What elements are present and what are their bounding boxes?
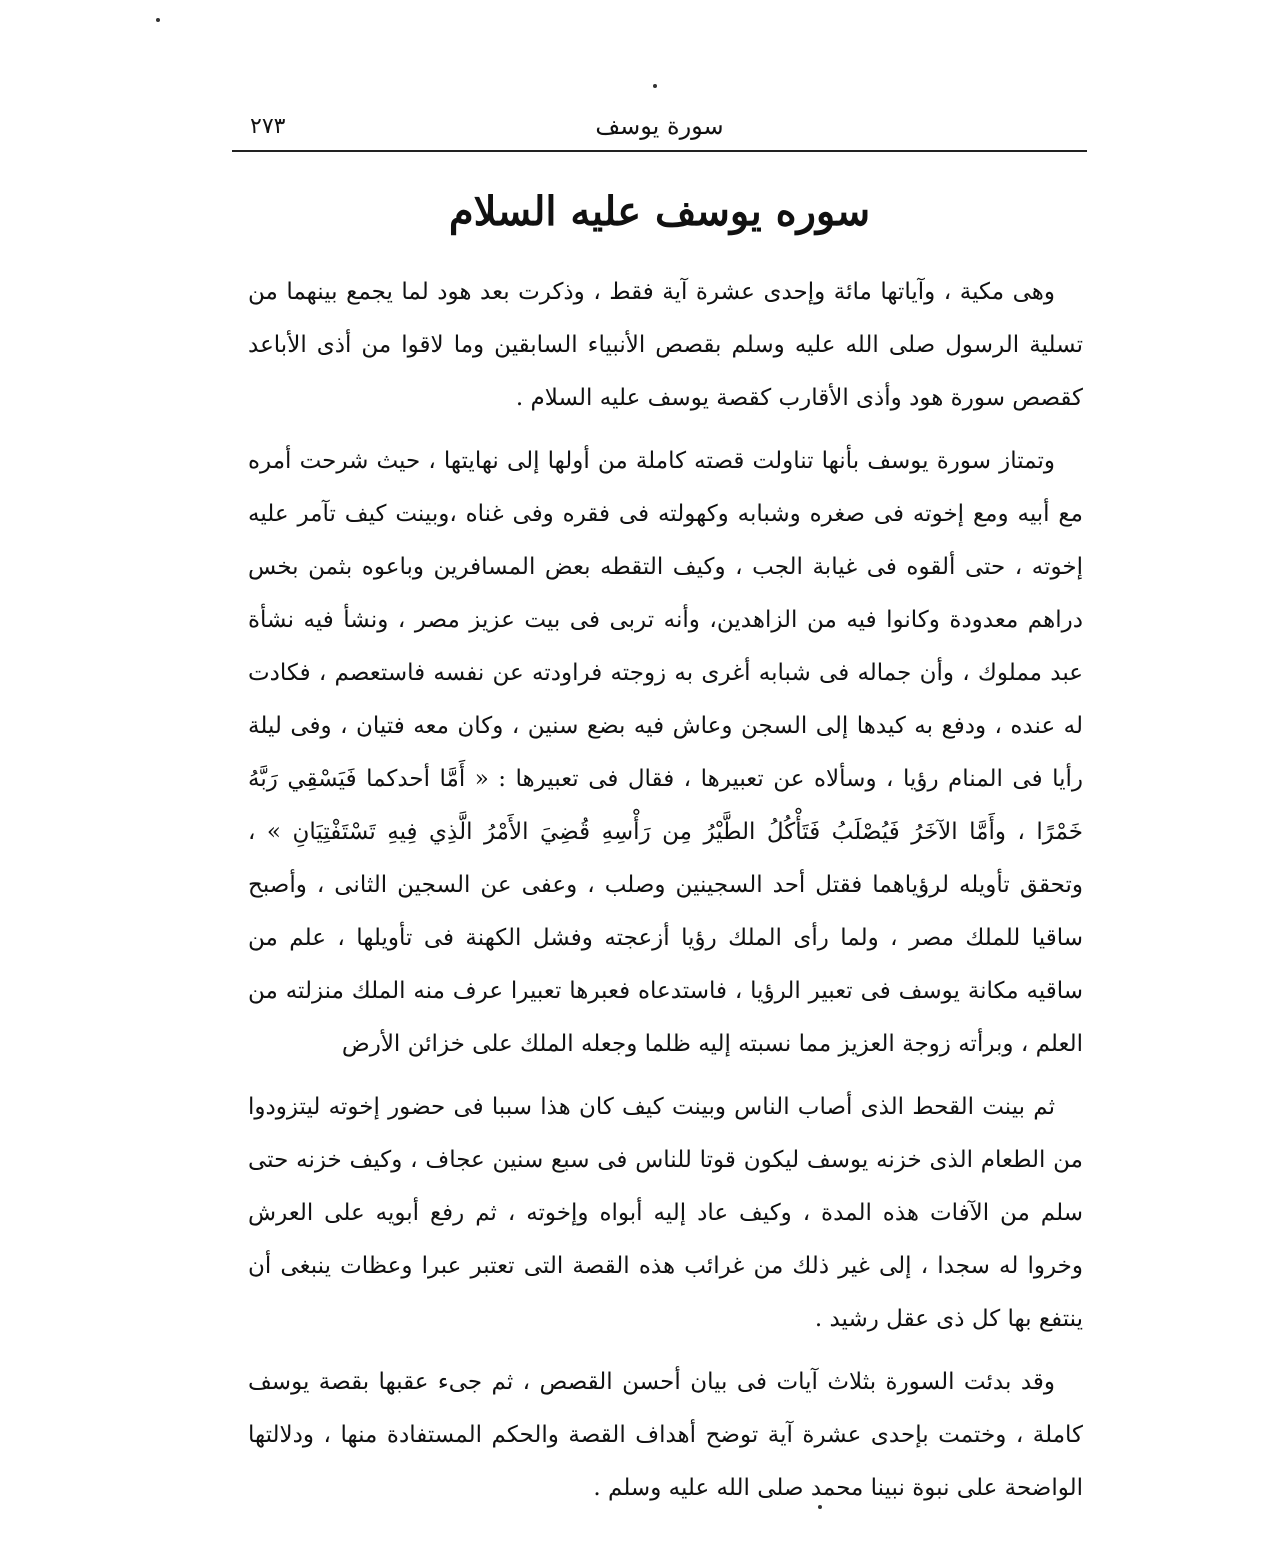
paragraph-story: وتمتاز سورة يوسف بأنها تناولت قصته كاملة من أولها إلى نهايتها ، حيث شرحت أمره مع أبيه ومع إخوته فى صغره وشبابه وكهولته فى فقره وفى غناه ،وبينت كيف تآمر عليه إخوته ، حتى ألقوه فى غيابة الجب ، وكيف التقطه بعض المسافرين وباعوه بثمن بخس دراهم معدودة وكانوا فيه من الزاهدين، وأنه تربى فى بيت عزيز مصر ، ونشأ فيه نشأة عبد مملوك ، وأن جماله فى شبابه أغرى به زوجته فراودته عن نفسه فاستعصم ، فكادت له عنده ، ودفع به كيدها إلى السجن وعاش فيه بضع سنين ، وكان معه فتيان ، وفى ليلة رأيا فى المنام رؤيا ، وسألاه عن تعبيرها ، فقال فى تعبيرها : « أَمَّا أحدكما فَيَسْقِي رَبَّهُ خَمْرًا ، وأَمَّا الآخَرُ فَيُصْلَبُ فَتَأْكُلُ الطَّيْرُ مِن رَأْسِهِ قُضِيَ الأَمْرُ الَّذِي فِيهِ تَسْتَفْتِيَانِ » ، وتحقق تأويله لرؤياهما فقتل أحد السجينين وصلب ، وعفى عن السجين الثانى ، وأصبح ساقيا للملك مصر ، ولما رأى الملك رؤيا أزعجته وفشل الكهنة فى تأويلها ، علم من ساقيه مكانة يوسف فى تعبير الرؤيا ، فاستدعاه فعبرها تعبيرا عرف منه الملك منزلته من العلم ، وبرأته زوجة العزيز مما نسبته إليه ظلما وجعله الملك على خزائن الأرض [248, 448, 1083, 1057]
paragraph-famine: ثم بينت القحط الذى أصاب الناس وبينت كيف كان هذا سببا فى حضور إخوته ليتزودوا من الطعام الذى خزنه يوسف ليكون قوتا للناس فى سبع سنين عجاف ، وكيف خزنه حتى سلم من الآفات هذه المدة ، وكيف عاد إليه أبواه وإخوته ، ثم رفع أبويه على العرش وخروا له سجدا ، إلى غير ذلك من غرائب هذه القصة التى تعتبر عبرا وعظات ينبغى أن ينتفع بها كل ذى عقل رشيد . [248, 1094, 1083, 1332]
running-header [232, 108, 1087, 148]
running-title: سورة يوسف [595, 112, 724, 140]
paragraph-structure: وقد بدئت السورة بثلاث آيات فى بيان أحسن القصص ، ثم جىء عقبها بقصة يوسف كاملة ، وختمت بإحدى عشرة آية توضح أهداف القصة والحكم المستفادة منها ، ودلالتها الواضحة على نبوة نبينا محمد صلى الله عليه وسلم . [248, 1369, 1083, 1501]
surah-title: سوره يوسف عليه السلام [448, 188, 871, 235]
print-speck [653, 84, 657, 88]
page-number: ٢٧٣ [250, 114, 286, 139]
paragraph-intro: وهى مكية ، وآياتها مائة وإحدى عشرة آية فقط ، وذكرت بعد هود لما يجمع بينهما من تسلية الرسول صلى الله عليه وسلم بقصص الأنبياء السابقين وما لاقوا من أذى الأباعد كقصص سورة هود وأذى الأقارب كقصة يوسف عليه السلام . [248, 279, 1083, 411]
header-divider [232, 150, 1087, 152]
print-speck [156, 18, 160, 22]
body-text [248, 266, 1083, 1515]
